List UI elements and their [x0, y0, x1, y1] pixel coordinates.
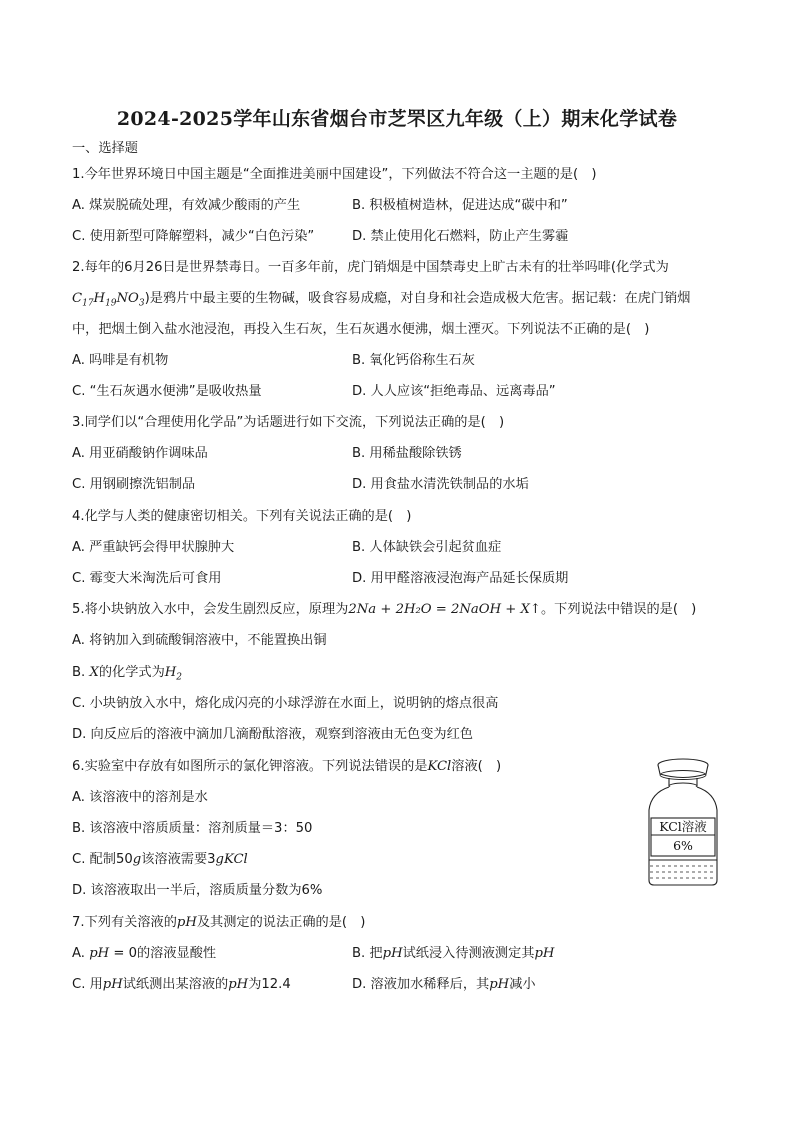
q7-option-d: D. 溶液加水稀释后，其pH减小	[352, 977, 536, 992]
q5-option-a: A. 将钠加入到硫酸铜溶液中，不能置换出铜	[72, 633, 327, 648]
q7-option-c: C. 用pH试纸测出某溶液的pH为12.4	[72, 977, 291, 992]
q7-option-b: B. 把pH试纸浸入待测液测定其pH	[352, 946, 555, 961]
q2-stem-line2: $C_{17}H_{19}NO_3$)是鸦片中最主要的生物碱，吸食容易成瘾，对自身和社会造成极大危害。据记载：在虎门销烟	[72, 291, 691, 309]
reagent-bottle-figure	[638, 756, 728, 892]
q6-stem: 6.实验室中存放有如图所示的氯化钾溶液。下列说法错误的是KCl溶液( )	[72, 759, 502, 774]
morphine-formula: $C_{17}H_{19}NO_3$	[72, 291, 145, 309]
q2-option-a: A. 吗啡是有机物	[72, 353, 169, 368]
q3-stem: 3.同学们以“合理使用化学品”为话题进行如下交流，下列说法正确的是( )	[72, 415, 505, 430]
reaction-equation: 2Na + 2H₂O = 2NaOH + X↑	[348, 602, 541, 617]
q4-option-a: A. 严重缺钙会得甲状腺肿大	[72, 540, 235, 555]
q1-option-d: D. 禁止使用化石燃料，防止产生雾霾	[352, 229, 569, 244]
q2-stem-line3: 中，把烟土倒入盐水池浸泡，再投入生石灰，生石灰遇水便沸，烟土湮灭。下列说法不正确的是( )	[72, 322, 650, 337]
q1-option-a: A. 煤炭脱硫处理，有效减少酸雨的产生	[72, 198, 301, 213]
q7-stem: 7.下列有关溶液的pH及其测定的说法正确的是( )	[72, 915, 366, 930]
q2-option-d: D. 人人应该“拒绝毒品、远离毒品”	[352, 384, 556, 399]
q5-option-d: D. 向反应后的溶液中滴加几滴酚酞溶液，观察到溶液由无色变为红色	[72, 727, 473, 742]
q2-option-b: B. 氧化钙俗称生石灰	[352, 353, 475, 368]
q3-option-a: A. 用亚硝酸钠作调味品	[72, 446, 208, 461]
q6-option-b: B. 该溶液中溶质质量：溶剂质量＝3：50	[72, 821, 313, 836]
q5-option-c: C. 小块钠放入水中，熔化成闪亮的小球浮游在水面上，说明钠的熔点很高	[72, 696, 499, 711]
bottle-label-name: KCl溶液	[659, 819, 707, 834]
q6-option-a: A. 该溶液中的溶剂是水	[72, 790, 208, 805]
q1-stem: 1.今年世界环境日中国主题是“全面推进美丽中国建设”，下列做法不符合这一主题的是( )	[72, 167, 597, 182]
q4-option-c: C. 霉变大米淘洗后可食用	[72, 571, 222, 586]
q5-stem: 5.将小块钠放入水中，会发生剧烈反应，原理为2Na + 2H₂O = 2NaOH + X↑。下列说法中错误的是( )	[72, 602, 697, 617]
bottle-label-percent: 6%	[673, 838, 693, 853]
q7-option-a: A. pH = 0的溶液显酸性	[72, 946, 217, 961]
q1-option-c: C. 使用新型可降解塑料，减少“白色污染”	[72, 229, 315, 244]
q4-option-d: D. 用甲醛溶液浸泡海产品延长保质期	[352, 571, 569, 586]
q2-option-c: C. “生石灰遇水便沸”是吸收热量	[72, 384, 262, 399]
q4-option-b: B. 人体缺铁会引起贫血症	[352, 540, 502, 555]
q1-option-b: B. 积极植树造林，促进达成“碳中和”	[352, 198, 568, 213]
q3-option-d: D. 用食盐水清洗铁制品的水垢	[352, 477, 529, 492]
page-title: 2024-2025学年山东省烟台市芝罘区九年级（上）期末化学试卷	[116, 108, 678, 130]
q3-option-c: C. 用钢刷擦洗铝制品	[72, 477, 196, 492]
q4-stem: 4.化学与人类的健康密切相关。下列有关说法正确的是( )	[72, 509, 412, 524]
q6-option-d: D. 该溶液取出一半后，溶质质量分数为6%	[72, 883, 323, 898]
q5-option-b: B. X的化学式为$H_2$	[72, 665, 183, 683]
q3-option-b: B. 用稀盐酸除铁锈	[352, 446, 462, 461]
q2-stem-line1: 2.每年的6月26日是世界禁毒日。一百多年前，虎门销烟是中国禁毒史上旷古未有的壮举吗啡(化学式为	[72, 260, 669, 275]
q6-option-c: C. 配制50g该溶液需要3gKCl	[72, 852, 248, 867]
section-heading: 一、选择题	[72, 141, 138, 156]
